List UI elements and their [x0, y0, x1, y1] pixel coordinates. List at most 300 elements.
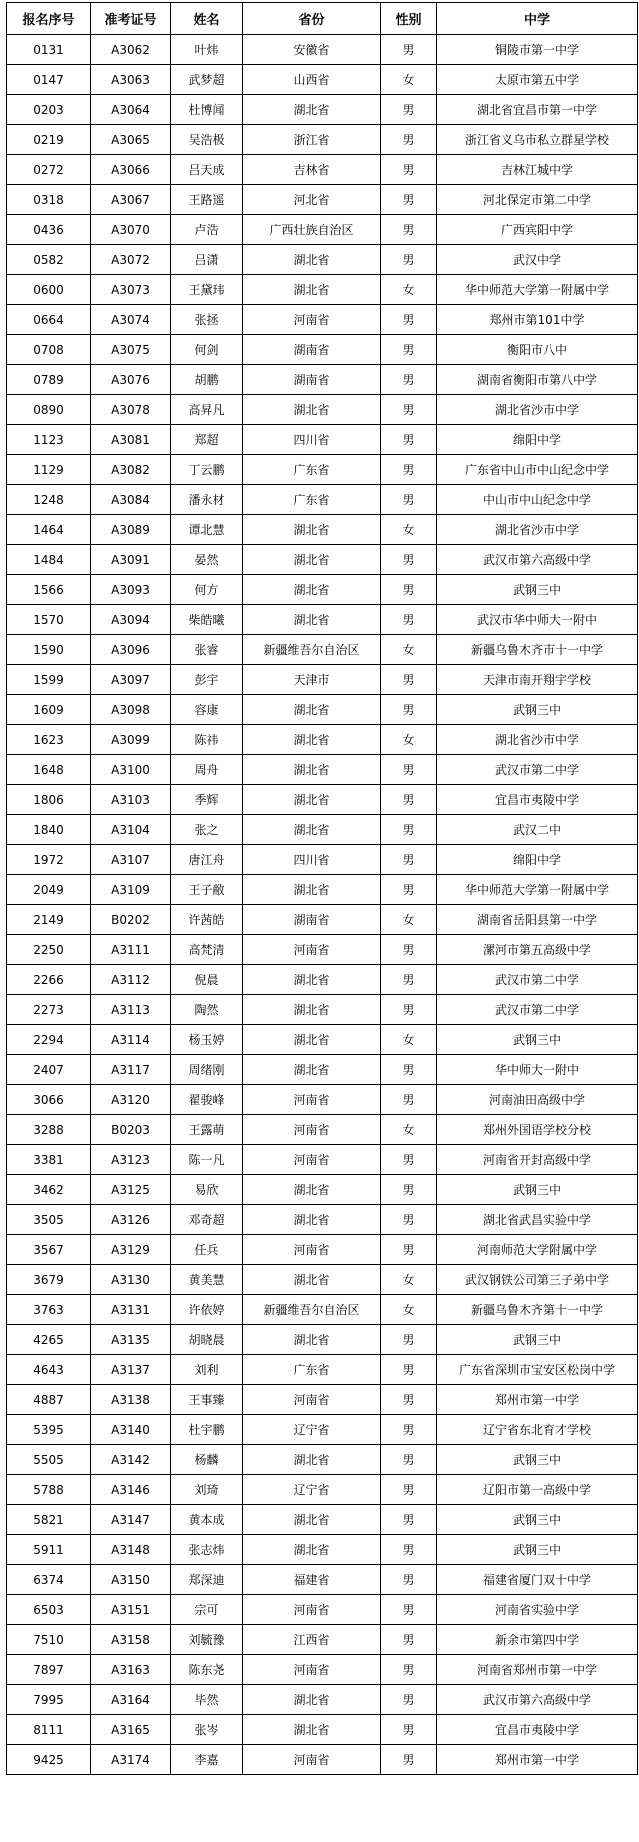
registration-no-cell: 7510 [7, 1625, 91, 1655]
school-cell: 武汉市第二中学 [437, 755, 638, 785]
name-cell: 何方 [171, 575, 243, 605]
registration-no-cell: 1806 [7, 785, 91, 815]
gender-cell: 男 [381, 95, 437, 125]
table-row [7, 1715, 638, 1745]
header-admission-no: 准考证号 [91, 3, 171, 35]
name-cell: 张睿 [171, 635, 243, 665]
registration-no-cell: 3462 [7, 1175, 91, 1205]
school-cell: 新疆乌鲁木齐第十一中学 [437, 1295, 638, 1325]
admission-no-cell: B0202 [91, 905, 171, 935]
table-row [7, 755, 638, 785]
registration-no-cell: 6503 [7, 1595, 91, 1625]
admission-no-cell: A3103 [91, 785, 171, 815]
school-cell: 辽宁省东北育才学校 [437, 1415, 638, 1445]
name-cell: 周绪刚 [171, 1055, 243, 1085]
gender-cell: 女 [381, 1025, 437, 1055]
registration-no-cell: 7995 [7, 1685, 91, 1715]
province-cell: 广东省 [243, 1355, 381, 1385]
admission-no-cell: A3081 [91, 425, 171, 455]
gender-cell: 男 [381, 1445, 437, 1475]
registration-no-cell: 5911 [7, 1535, 91, 1565]
gender-cell: 女 [381, 1295, 437, 1325]
admission-no-cell: A3151 [91, 1595, 171, 1625]
table-row [7, 1295, 638, 1325]
name-cell: 刘毓豫 [171, 1625, 243, 1655]
admission-no-cell: A3075 [91, 335, 171, 365]
gender-cell: 男 [381, 185, 437, 215]
admission-no-cell: A3125 [91, 1175, 171, 1205]
school-cell: 中山市中山纪念中学 [437, 485, 638, 515]
table-header [7, 3, 638, 35]
province-cell: 湖北省 [243, 815, 381, 845]
province-cell: 河南省 [243, 1595, 381, 1625]
gender-cell: 男 [381, 665, 437, 695]
province-cell: 湖北省 [243, 575, 381, 605]
header-school: 中学 [437, 3, 638, 35]
school-cell: 武钢三中 [437, 1325, 638, 1355]
province-cell: 河北省 [243, 185, 381, 215]
province-cell: 湖北省 [243, 785, 381, 815]
school-cell: 河南省开封高级中学 [437, 1145, 638, 1175]
name-cell: 晏然 [171, 545, 243, 575]
gender-cell: 男 [381, 545, 437, 575]
province-cell: 湖南省 [243, 335, 381, 365]
admission-no-cell: A3063 [91, 65, 171, 95]
admission-no-cell: A3076 [91, 365, 171, 395]
table-row [7, 935, 638, 965]
admission-no-cell: A3107 [91, 845, 171, 875]
school-cell: 武钢三中 [437, 1535, 638, 1565]
table-row [7, 965, 638, 995]
table-row [7, 1355, 638, 1385]
province-cell: 福建省 [243, 1565, 381, 1595]
admission-no-cell: A3135 [91, 1325, 171, 1355]
name-cell: 季辉 [171, 785, 243, 815]
name-cell: 许依婷 [171, 1295, 243, 1325]
gender-cell: 男 [381, 1715, 437, 1745]
name-cell: 丁云鹏 [171, 455, 243, 485]
table-row [7, 305, 638, 335]
name-cell: 杜博闻 [171, 95, 243, 125]
admission-no-cell: A3065 [91, 125, 171, 155]
name-cell: 倪晨 [171, 965, 243, 995]
registration-no-cell: 0789 [7, 365, 91, 395]
gender-cell: 男 [381, 485, 437, 515]
table-row [7, 1175, 638, 1205]
name-cell: 高梵清 [171, 935, 243, 965]
school-cell: 湖南省衡阳市第八中学 [437, 365, 638, 395]
name-cell: 潘永材 [171, 485, 243, 515]
gender-cell: 男 [381, 1655, 437, 1685]
table-row [7, 1505, 638, 1535]
registration-no-cell: 5821 [7, 1505, 91, 1535]
school-cell: 绵阳中学 [437, 845, 638, 875]
school-cell: 武汉市第二中学 [437, 965, 638, 995]
province-cell: 河南省 [243, 1745, 381, 1775]
registration-no-cell: 1590 [7, 635, 91, 665]
province-cell: 湖北省 [243, 515, 381, 545]
admission-no-cell: A3099 [91, 725, 171, 755]
table-row [7, 1655, 638, 1685]
header-name: 姓名 [171, 3, 243, 35]
gender-cell: 男 [381, 1475, 437, 1505]
school-cell: 武钢三中 [437, 1505, 638, 1535]
admission-no-cell: A3073 [91, 275, 171, 305]
name-cell: 何剑 [171, 335, 243, 365]
school-cell: 武汉二中 [437, 815, 638, 845]
province-cell: 湖北省 [243, 1055, 381, 1085]
gender-cell: 男 [381, 425, 437, 455]
registration-no-cell: 3066 [7, 1085, 91, 1115]
registration-no-cell: 0147 [7, 65, 91, 95]
table-row [7, 605, 638, 635]
admission-no-cell: A3164 [91, 1685, 171, 1715]
table-row [7, 845, 638, 875]
school-cell: 武汉市第二中学 [437, 995, 638, 1025]
admission-no-cell: A3067 [91, 185, 171, 215]
registration-no-cell: 8111 [7, 1715, 91, 1745]
admission-no-cell: A3130 [91, 1265, 171, 1295]
admission-no-cell: A3150 [91, 1565, 171, 1595]
gender-cell: 男 [381, 1745, 437, 1775]
admission-no-cell: A3062 [91, 35, 171, 65]
registration-no-cell: 1570 [7, 605, 91, 635]
table-row [7, 875, 638, 905]
name-cell: 刘利 [171, 1355, 243, 1385]
name-cell: 任兵 [171, 1235, 243, 1265]
admission-no-cell: A3113 [91, 995, 171, 1025]
province-cell: 辽宁省 [243, 1415, 381, 1445]
admission-no-cell: A3112 [91, 965, 171, 995]
province-cell: 四川省 [243, 845, 381, 875]
table-row [7, 1625, 638, 1655]
table-row [7, 1385, 638, 1415]
province-cell: 安徽省 [243, 35, 381, 65]
school-cell: 湖北省沙市中学 [437, 395, 638, 425]
registration-no-cell: 1599 [7, 665, 91, 695]
table-row [7, 455, 638, 485]
gender-cell: 女 [381, 635, 437, 665]
province-cell: 河南省 [243, 1145, 381, 1175]
registration-no-cell: 1972 [7, 845, 91, 875]
header-gender: 性别 [381, 3, 437, 35]
table-row [7, 1745, 638, 1775]
table-row [7, 365, 638, 395]
province-cell: 湖南省 [243, 365, 381, 395]
school-cell: 武汉市第六高级中学 [437, 1685, 638, 1715]
name-cell: 吴浩极 [171, 125, 243, 155]
school-cell: 华中师大一附中 [437, 1055, 638, 1085]
table-row [7, 1145, 638, 1175]
gender-cell: 男 [381, 1235, 437, 1265]
name-cell: 周舟 [171, 755, 243, 785]
table-row [7, 725, 638, 755]
school-cell: 太原市第五中学 [437, 65, 638, 95]
gender-cell: 男 [381, 1565, 437, 1595]
table-row [7, 635, 638, 665]
school-cell: 宜昌市夷陵中学 [437, 1715, 638, 1745]
admission-no-cell: A3174 [91, 1745, 171, 1775]
registration-no-cell: 0600 [7, 275, 91, 305]
table-row [7, 1415, 638, 1445]
gender-cell: 男 [381, 875, 437, 905]
admission-no-cell: A3089 [91, 515, 171, 545]
name-cell: 张之 [171, 815, 243, 845]
province-cell: 湖北省 [243, 1265, 381, 1295]
province-cell: 湖北省 [243, 1445, 381, 1475]
name-cell: 刘琦 [171, 1475, 243, 1505]
name-cell: 王事臻 [171, 1385, 243, 1415]
table-row [7, 95, 638, 125]
admission-no-cell: A3129 [91, 1235, 171, 1265]
name-cell: 杨麟 [171, 1445, 243, 1475]
gender-cell: 男 [381, 1355, 437, 1385]
gender-cell: 女 [381, 905, 437, 935]
admission-no-cell: A3066 [91, 155, 171, 185]
province-cell: 湖北省 [243, 1205, 381, 1235]
province-cell: 湖北省 [243, 1535, 381, 1565]
name-cell: 黄本成 [171, 1505, 243, 1535]
admission-no-cell: A3114 [91, 1025, 171, 1055]
registration-no-cell: 4643 [7, 1355, 91, 1385]
name-cell: 王路遥 [171, 185, 243, 215]
province-cell: 湖北省 [243, 245, 381, 275]
name-cell: 郑深迪 [171, 1565, 243, 1595]
name-cell: 胡鹏 [171, 365, 243, 395]
name-cell: 易欣 [171, 1175, 243, 1205]
name-cell: 郑超 [171, 425, 243, 455]
name-cell: 高昇凡 [171, 395, 243, 425]
gender-cell: 女 [381, 65, 437, 95]
table-row [7, 815, 638, 845]
admission-no-cell: A3082 [91, 455, 171, 485]
name-cell: 黄美慧 [171, 1265, 243, 1295]
admission-no-cell: A3094 [91, 605, 171, 635]
name-cell: 陈一凡 [171, 1145, 243, 1175]
table-row [7, 515, 638, 545]
school-cell: 福建省厦门双十中学 [437, 1565, 638, 1595]
table-row [7, 425, 638, 455]
school-cell: 湖北省宜昌市第一中学 [437, 95, 638, 125]
gender-cell: 男 [381, 965, 437, 995]
province-cell: 湖北省 [243, 965, 381, 995]
province-cell: 新疆维吾尔自治区 [243, 635, 381, 665]
province-cell: 湖北省 [243, 1025, 381, 1055]
school-cell: 武汉市华中师大一附中 [437, 605, 638, 635]
school-cell: 辽阳市第一高级中学 [437, 1475, 638, 1505]
gender-cell: 女 [381, 1265, 437, 1295]
admission-no-cell: A3163 [91, 1655, 171, 1685]
gender-cell: 男 [381, 1175, 437, 1205]
gender-cell: 男 [381, 1145, 437, 1175]
province-cell: 广东省 [243, 485, 381, 515]
registration-no-cell: 3288 [7, 1115, 91, 1145]
school-cell: 武汉钢铁公司第三子弟中学 [437, 1265, 638, 1295]
province-cell: 湖北省 [243, 1175, 381, 1205]
school-cell: 武钢三中 [437, 695, 638, 725]
table-row [7, 335, 638, 365]
province-cell: 江西省 [243, 1625, 381, 1655]
registration-no-cell: 7897 [7, 1655, 91, 1685]
name-cell: 毕然 [171, 1685, 243, 1715]
registration-no-cell: 0708 [7, 335, 91, 365]
gender-cell: 男 [381, 125, 437, 155]
school-cell: 广西宾阳中学 [437, 215, 638, 245]
admission-no-cell: A3158 [91, 1625, 171, 1655]
name-cell: 陈东尧 [171, 1655, 243, 1685]
gender-cell: 男 [381, 215, 437, 245]
province-cell: 湖北省 [243, 605, 381, 635]
table-row [7, 1265, 638, 1295]
registration-no-cell: 1464 [7, 515, 91, 545]
admission-no-cell: A3142 [91, 1445, 171, 1475]
table-row [7, 1565, 638, 1595]
name-cell: 张志炜 [171, 1535, 243, 1565]
gender-cell: 男 [381, 785, 437, 815]
name-cell: 王露萌 [171, 1115, 243, 1145]
school-cell: 铜陵市第一中学 [437, 35, 638, 65]
registration-no-cell: 4887 [7, 1385, 91, 1415]
school-cell: 河南师范大学附属中学 [437, 1235, 638, 1265]
school-cell: 浙江省义乌市私立群星学校 [437, 125, 638, 155]
registration-no-cell: 3505 [7, 1205, 91, 1235]
registration-no-cell: 0436 [7, 215, 91, 245]
table-row [7, 35, 638, 65]
school-cell: 河南省郑州市第一中学 [437, 1655, 638, 1685]
admission-no-cell: A3126 [91, 1205, 171, 1235]
registration-no-cell: 9425 [7, 1745, 91, 1775]
admission-no-cell: A3137 [91, 1355, 171, 1385]
gender-cell: 男 [381, 455, 437, 485]
gender-cell: 男 [381, 1325, 437, 1355]
gender-cell: 男 [381, 995, 437, 1025]
admission-no-cell: A3147 [91, 1505, 171, 1535]
gender-cell: 男 [381, 155, 437, 185]
school-cell: 漯河市第五高级中学 [437, 935, 638, 965]
school-cell: 天津市南开翔宇学校 [437, 665, 638, 695]
admission-no-cell: A3072 [91, 245, 171, 275]
province-cell: 四川省 [243, 425, 381, 455]
gender-cell: 女 [381, 725, 437, 755]
registration-no-cell: 5788 [7, 1475, 91, 1505]
province-cell: 河南省 [243, 1235, 381, 1265]
header-registration-no: 报名序号 [7, 3, 91, 35]
gender-cell: 女 [381, 515, 437, 545]
registration-no-cell: 1648 [7, 755, 91, 785]
admission-no-cell: A3123 [91, 1145, 171, 1175]
registration-no-cell: 1609 [7, 695, 91, 725]
province-cell: 湖北省 [243, 275, 381, 305]
name-cell: 胡晓晨 [171, 1325, 243, 1355]
province-cell: 河南省 [243, 305, 381, 335]
table-row [7, 575, 638, 605]
province-cell: 浙江省 [243, 125, 381, 155]
province-cell: 河南省 [243, 935, 381, 965]
gender-cell: 男 [381, 1505, 437, 1535]
province-cell: 湖北省 [243, 1715, 381, 1745]
student-table [6, 2, 638, 1775]
gender-cell: 男 [381, 1625, 437, 1655]
gender-cell: 男 [381, 245, 437, 275]
name-cell: 李嘉 [171, 1745, 243, 1775]
registration-no-cell: 5505 [7, 1445, 91, 1475]
province-cell: 广东省 [243, 455, 381, 485]
gender-cell: 男 [381, 1535, 437, 1565]
province-cell: 河南省 [243, 1115, 381, 1145]
admission-no-cell: A3104 [91, 815, 171, 845]
table-row [7, 1115, 638, 1145]
registration-no-cell: 0582 [7, 245, 91, 275]
header-row [7, 3, 638, 35]
registration-no-cell: 3679 [7, 1265, 91, 1295]
province-cell: 广西壮族自治区 [243, 215, 381, 245]
school-cell: 河南省实验中学 [437, 1595, 638, 1625]
admission-no-cell: A3074 [91, 305, 171, 335]
table-row [7, 665, 638, 695]
table-row [7, 275, 638, 305]
table-row [7, 245, 638, 275]
school-cell: 武钢三中 [437, 575, 638, 605]
name-cell: 宗可 [171, 1595, 243, 1625]
table-row [7, 215, 638, 245]
registration-no-cell: 2250 [7, 935, 91, 965]
registration-no-cell: 0664 [7, 305, 91, 335]
gender-cell: 男 [381, 1415, 437, 1445]
registration-no-cell: 1484 [7, 545, 91, 575]
gender-cell: 男 [381, 1085, 437, 1115]
table-row [7, 1235, 638, 1265]
admission-no-cell: A3109 [91, 875, 171, 905]
admission-no-cell: A3146 [91, 1475, 171, 1505]
admission-no-cell: A3096 [91, 635, 171, 665]
registration-no-cell: 1248 [7, 485, 91, 515]
table-row [7, 65, 638, 95]
name-cell: 武梦超 [171, 65, 243, 95]
school-cell: 郑州市第一中学 [437, 1385, 638, 1415]
province-cell: 湖北省 [243, 1685, 381, 1715]
province-cell: 湖北省 [243, 545, 381, 575]
school-cell: 宜昌市夷陵中学 [437, 785, 638, 815]
registration-no-cell: 6374 [7, 1565, 91, 1595]
name-cell: 王黛玮 [171, 275, 243, 305]
school-cell: 武汉中学 [437, 245, 638, 275]
admission-no-cell: B0203 [91, 1115, 171, 1145]
admission-no-cell: A3131 [91, 1295, 171, 1325]
admission-no-cell: A3165 [91, 1715, 171, 1745]
name-cell: 彭宇 [171, 665, 243, 695]
table-row [7, 125, 638, 155]
admission-no-cell: A3111 [91, 935, 171, 965]
name-cell: 吕天成 [171, 155, 243, 185]
table-row [7, 1025, 638, 1055]
school-cell: 湖北省沙市中学 [437, 725, 638, 755]
registration-no-cell: 0890 [7, 395, 91, 425]
province-cell: 湖北省 [243, 695, 381, 725]
table-row [7, 545, 638, 575]
school-cell: 广东省中山市中山纪念中学 [437, 455, 638, 485]
name-cell: 陈祎 [171, 725, 243, 755]
registration-no-cell: 3567 [7, 1235, 91, 1265]
header-province: 省份 [243, 3, 381, 35]
gender-cell: 男 [381, 575, 437, 605]
gender-cell: 男 [381, 1205, 437, 1235]
school-cell: 河北保定市第二中学 [437, 185, 638, 215]
registration-no-cell: 3381 [7, 1145, 91, 1175]
school-cell: 郑州外国语学校分校 [437, 1115, 638, 1145]
school-cell: 武钢三中 [437, 1445, 638, 1475]
registration-no-cell: 2266 [7, 965, 91, 995]
admission-no-cell: A3098 [91, 695, 171, 725]
